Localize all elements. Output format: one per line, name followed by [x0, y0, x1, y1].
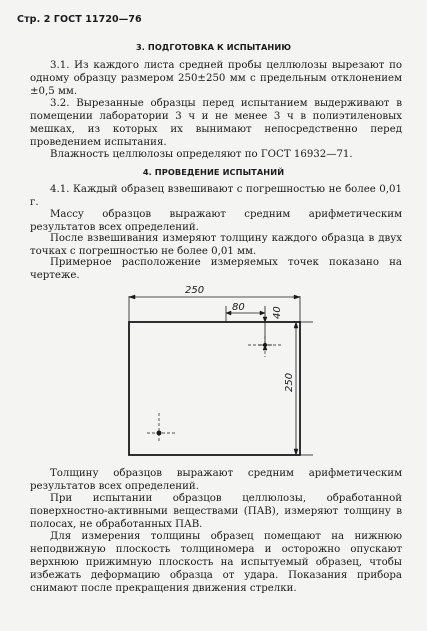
paragraph-procedure: Для измерения толщины образец помещают на нижнюю неподвижную плоскость толщиномера и осторожно опускают верхнюю прижимную плоскость на испытуемый образец, чтобы избежать деформацию образца от удара. Показания прибора снимают после прекращения движения стрелки. [30, 531, 402, 594]
paragraph-4-1: 4.1. Каждый образец взвешивают с погрешностью не более 0,01 г. [30, 184, 402, 208]
measurement-point-2 [147, 413, 175, 442]
dim-label-width: 250 [185, 285, 205, 296]
section-3-title: 3. ПОДГОТОВКА К ИСПЫТАНИЮ [135, 42, 292, 52]
paragraph-mass: Массу образцов выражают средним арифметическим результатов всех определений. [30, 209, 402, 233]
dim-label-height: 250 [284, 372, 295, 392]
paragraph-moisture: Влажность целлюлозы определяют по ГОСТ 16932—71. [50, 149, 353, 160]
dim-label-offset-y: 40 [272, 306, 283, 319]
paragraph-3-1: 3.1. Из каждого листа средней пробы целлюлозы вырезают по одному образцу размером 250±250 мм с предельным отклонением ±0,5 мм. [30, 60, 402, 97]
specimen-outline [129, 322, 300, 455]
page-header: Стр. 2 ГОСТ 11720—76 [17, 14, 142, 25]
dim-label-offset-x: 80 [232, 302, 245, 313]
paragraph-pav: При испытании образцов целлюлозы, обработанной поверхностно-активными веществами (ПАВ), измеряют толщину в полосах, не обработанных ПАВ. [30, 493, 402, 530]
paragraph-points-layout: Примерное расположение измеряемых точек показано на чертеже. [30, 257, 402, 281]
section-4-title: 4. ПРОВЕДЕНИЕ ИСПЫТАНИЙ [142, 167, 285, 177]
paragraph-3-2: 3.2. Вырезанные образцы перед испытанием выдерживают в помещении лаборатории 3 ч и не менее 3 ч в полиэтиленовых мешках, из которых их вынимают непосредственно перед проведением испытания. [30, 98, 402, 148]
paragraph-thickness: После взвешивания измеряют толщину каждого образца в двух точках с погрешностью не более 0,01 мм. [30, 233, 402, 257]
paragraph-average: Толщину образцов выражают средним арифметическим результатов всех определений. [30, 468, 402, 492]
